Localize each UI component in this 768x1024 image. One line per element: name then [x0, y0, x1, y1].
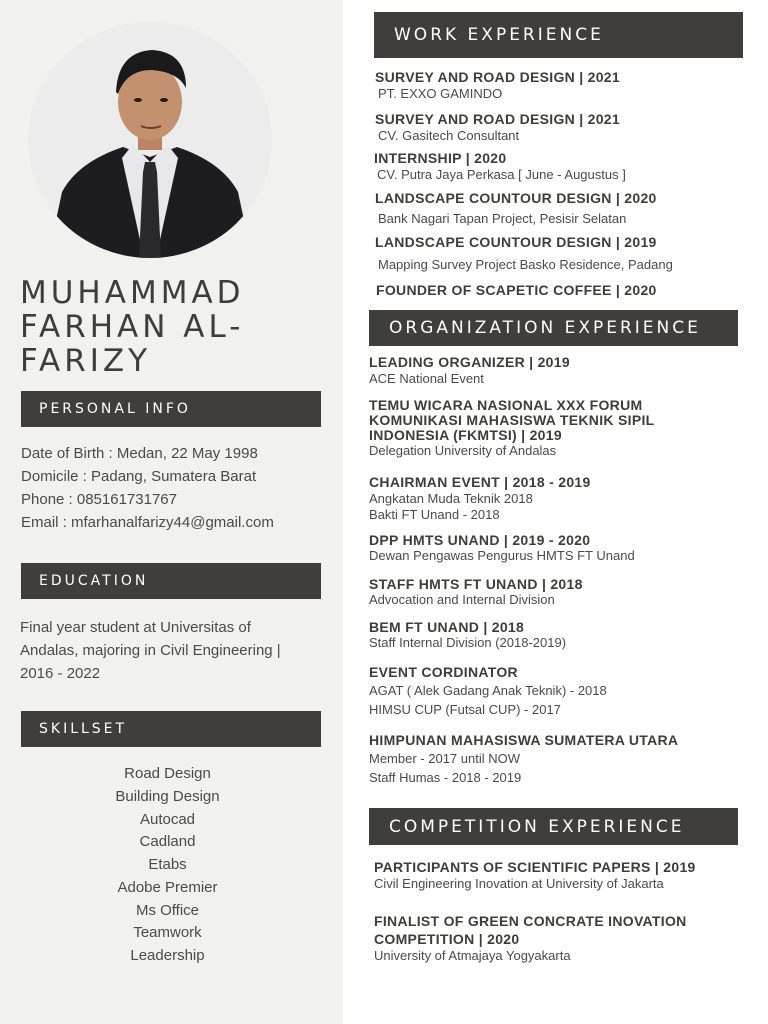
work-entry [374, 150, 626, 183]
entry-title: SURVEY AND ROAD DESIGN | 2021 [375, 69, 620, 85]
full-name: MUHAMMAD FARHAN AL-FARIZY [20, 275, 245, 379]
skill-item: Ms Office [135, 901, 200, 919]
org-entry [369, 664, 607, 719]
entry-title: BEM FT UNAND | 2018 [369, 619, 525, 635]
entry-detail: Bank Nagari Tapan Project, Pesisir Selatan [378, 211, 627, 226]
org-entry [369, 354, 570, 387]
education-line: Final year student at Universitas of [20, 619, 251, 636]
birth-info: Date of Birth : Medan, 22 May 1998 [21, 445, 258, 462]
entry-detail: Delegation University of Andalas [369, 443, 557, 458]
education-text [20, 616, 325, 685]
org-entry [369, 398, 655, 459]
phone-info: Phone : 085161731767 [21, 491, 177, 508]
entry-detail: Staff Humas - 2018 - 2019 [369, 770, 522, 785]
portrait-icon [28, 22, 272, 258]
personal-info [21, 442, 274, 534]
org-entry [369, 533, 635, 564]
entry-title: PARTICIPANTS OF SCIENTIFIC PAPERS | 2019 [374, 859, 696, 875]
entry-detail: CV. Putra Jaya Perkasa [ June - Augustus ] [377, 167, 626, 182]
skill-item: Autocad [139, 810, 196, 828]
entry-title: DPP HMTS UNAND | 2019 - 2020 [369, 532, 591, 548]
entry-title: KOMUNIKASI MAHASISWA TEKNIK SIPIL [369, 412, 655, 428]
skill-item: Road Design [124, 765, 211, 782]
entry-detail: University of Atmajaya Yogyakarta [374, 948, 571, 963]
entry-detail: Staff Internal Division (2018-2019) [369, 635, 567, 650]
work-entry [375, 234, 673, 273]
entry-title: HIMPUNAN MAHASISWA SUMATERA UTARA [369, 732, 679, 748]
org-entry [369, 577, 583, 608]
entry-detail: ACE National Event [369, 371, 484, 386]
sidebar [0, 0, 343, 1024]
entry-detail: Member - 2017 until NOW [369, 751, 520, 766]
entry-detail: Angkatan Muda Teknik 2018 [369, 491, 533, 506]
entry-title: LEADING ORGANIZER | 2019 [369, 354, 570, 370]
education-line: 2016 - 2022 [20, 665, 101, 682]
work-entry [376, 282, 657, 299]
profile-photo [28, 22, 272, 258]
skill-item: Cadland [139, 833, 196, 851]
skill-item: Etabs [148, 856, 187, 873]
entry-title: FOUNDER OF SCAPETIC COFFEE | 2020 [376, 282, 657, 298]
education-line: Andalas, majoring in Civil Engineering | [20, 642, 281, 659]
competition-entry [374, 859, 696, 892]
entry-detail: Mapping Survey Project Basko Residence, Padang [378, 257, 673, 272]
entry-title: TEMU WICARA NASIONAL XXX FORUM [369, 397, 643, 413]
domicile-info: Domicile : Padang, Sumatera Barat [21, 468, 257, 485]
entry-title: COMPETITION | 2020 [374, 931, 520, 947]
entry-detail: PT. EXXO GAMINDO [378, 86, 503, 101]
work-entry [375, 69, 620, 102]
entry-detail: CV. Gasitech Consultant [378, 128, 520, 143]
work-experience-heading: WORK EXPERIENCE [374, 12, 743, 58]
email-info: Email : mfarhanalfarizy44@gmail.com [21, 514, 274, 531]
education-heading: EDUCATION [21, 563, 321, 599]
entry-detail: AGAT ( Alek Gadang Anak Teknik) - 2018 [369, 683, 607, 698]
skill-item: Adobe Premier [117, 878, 218, 896]
entry-detail: Advocation and Internal Division [369, 592, 555, 607]
entry-title: STAFF HMTS FT UNAND | 2018 [369, 576, 583, 592]
entry-title: LANDSCAPE COUNTOUR DESIGN | 2019 [375, 234, 657, 250]
entry-title: FINALIST OF GREEN CONCRATE INOVATION [374, 913, 687, 929]
skill-item: Building Design [115, 787, 220, 805]
entry-detail: Dewan Pengawas Pengurus HMTS FT Unand [369, 548, 635, 563]
personal-info-heading: PERSONAL INFO [21, 391, 321, 427]
org-entry [369, 620, 566, 651]
entry-title: CHAIRMAN EVENT | 2018 - 2019 [369, 474, 591, 490]
skillset-heading: SKILLSET [21, 711, 321, 747]
entry-title: EVENT CORDINATOR [369, 664, 518, 680]
entry-title: INDONESIA (FKMTSI) | 2019 [369, 427, 562, 443]
skill-list [0, 763, 335, 968]
entry-title: LANDSCAPE COUNTOUR DESIGN | 2020 [375, 190, 657, 206]
entry-detail: Bakti FT Unand - 2018 [369, 507, 500, 522]
work-entry [375, 111, 620, 144]
skill-item: Leadership [130, 947, 205, 964]
org-entry [369, 732, 678, 787]
entry-detail: HIMSU CUP (Futsal CUP) - 2017 [369, 702, 561, 717]
entry-title: SURVEY AND ROAD DESIGN | 2021 [375, 111, 620, 127]
work-entry [375, 190, 657, 227]
entry-detail: Civil Engineering Inovation at University of Jakarta [374, 876, 664, 891]
organization-experience-heading: ORGANIZATION EXPERIENCE [369, 310, 738, 346]
entry-title: INTERNSHIP | 2020 [374, 150, 507, 166]
competition-entry [374, 912, 687, 964]
skill-item: Teamwork [133, 924, 202, 942]
competition-experience-heading: COMPETITION EXPERIENCE [369, 808, 738, 845]
org-entry [369, 474, 591, 523]
